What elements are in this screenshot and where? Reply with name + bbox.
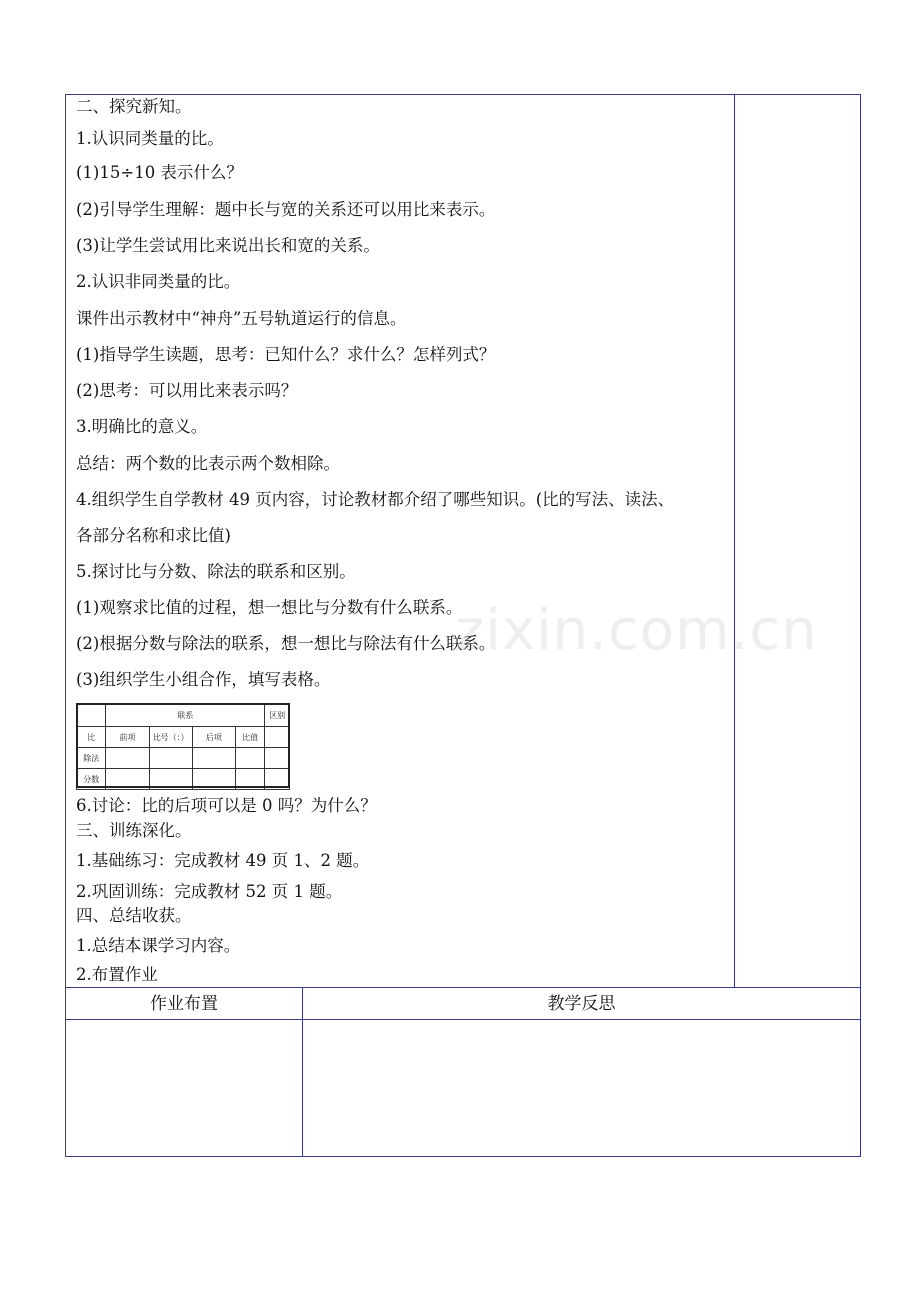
table-row-label-bi: 比	[77, 727, 106, 748]
footer-top-border	[65, 987, 861, 988]
table-header-qubie: 区别	[265, 704, 290, 727]
table-col-qianxiang: 前项	[106, 727, 149, 748]
side-column-divider	[734, 94, 735, 987]
frame-right-border	[860, 94, 861, 1157]
table-col-houxiang: 后项	[192, 727, 235, 748]
table-cell	[235, 769, 264, 790]
text-line: (1)观察求比值的过程，想一想比与分数有什么联系。	[76, 598, 463, 617]
table-cell	[265, 748, 290, 769]
frame-top-border	[65, 94, 861, 95]
text-line: 1.认识同类量的比。	[76, 129, 224, 148]
text-line: 各部分名称和求比值)	[76, 526, 231, 545]
comparison-table	[76, 703, 290, 790]
text-line: 总结：两个数的比表示两个数相除。	[76, 454, 340, 473]
text-line: (2)引导学生理解：题中长与宽的关系还可以用比来表示。	[76, 200, 496, 219]
section-heading-explore: 二、探究新知。	[76, 97, 192, 116]
table-col-bihao: 比号（：）	[149, 727, 192, 748]
text-line: (3)让学生尝试用比来说出长和宽的关系。	[76, 236, 380, 255]
text-line: 2.认识非同类量的比。	[76, 272, 241, 291]
table-cell	[192, 769, 235, 790]
table-cell	[106, 748, 149, 769]
text-line: 1.总结本课学习内容。	[76, 936, 241, 955]
text-line: 5.探讨比与分数、除法的联系和区别。	[76, 562, 356, 581]
text-line: 2.巩固训练：完成教材 52 页 1 题。	[76, 882, 343, 901]
text-line: 3.明确比的意义。	[76, 417, 208, 436]
table-cell	[77, 704, 106, 727]
text-line: 4.组织学生自学教材 49 页内容，讨论教材都介绍了哪些知识。(比的写法、读法、	[76, 490, 675, 509]
reflection-header: 教学反思	[547, 994, 616, 1014]
text-line: 课件出示教材中“神舟”五号轨道运行的信息。	[76, 309, 407, 328]
section-heading-practice: 三、训练深化。	[76, 821, 192, 840]
table-cell	[235, 748, 264, 769]
text-line: (2)思考：可以用比来表示吗？	[76, 381, 298, 400]
text-line: 6.讨论：比的后项可以是 0 吗？为什么？	[76, 796, 377, 815]
table-col-bizhi: 比值	[235, 727, 264, 748]
section-heading-summary: 四、总结收获。	[76, 906, 192, 925]
table-cell	[106, 769, 149, 790]
table-row-label-chufa: 除法	[77, 748, 106, 769]
watermark: zixin.com.cn	[455, 598, 818, 663]
homework-header: 作业布置	[150, 994, 218, 1014]
text-line: 2.布置作业	[76, 965, 158, 984]
footer-header-divider	[65, 1019, 861, 1020]
text-line: (3)组织学生小组合作，填写表格。	[76, 670, 331, 689]
text-line: (1)指导学生读题，思考：已知什么？求什么？怎样列式？	[76, 345, 496, 364]
table-cell	[149, 748, 192, 769]
table-cell	[265, 727, 290, 748]
text-line: 1.基础练习：完成教材 49 页 1、2 题。	[76, 851, 370, 870]
text-line: (2)根据分数与除法的联系，想一想比与除法有什么联系。	[76, 634, 496, 653]
table-cell	[265, 769, 290, 790]
table-cell	[149, 769, 192, 790]
table-header-lianxi: 联系	[106, 704, 265, 727]
table-row-label-fenshu: 分数	[77, 769, 106, 790]
text-line: (1)15÷10 表示什么？	[76, 163, 243, 182]
table-cell	[192, 748, 235, 769]
frame-bottom-border	[65, 1156, 861, 1157]
